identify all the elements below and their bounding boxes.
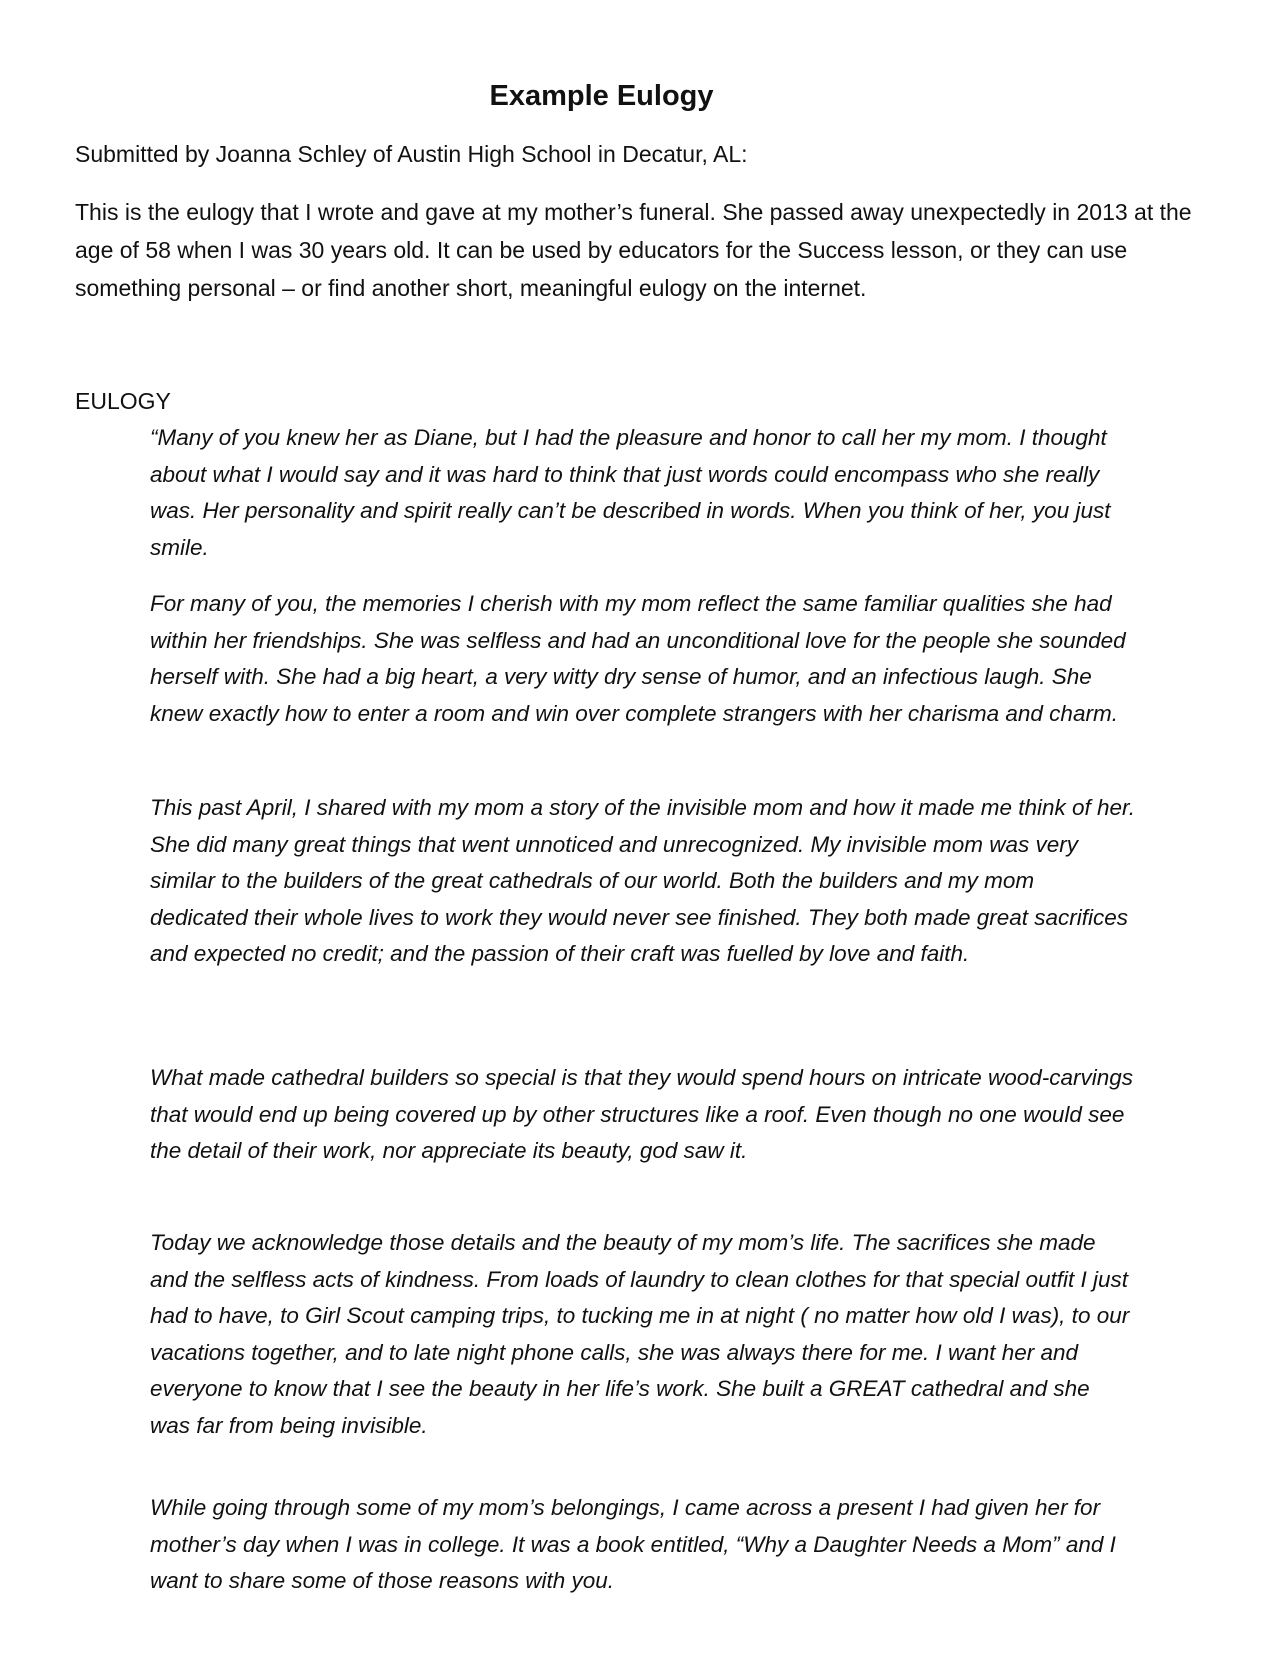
eulogy-paragraph-2: For many of you, the memories I cherish with my mom reflect the same familiar qualities she had within her friendships. She was selfless and had an unconditional love for the people she sounded herself with. She had a big heart, a very witty dry sense of humor, and an infectious laugh. She knew exactly how to enter a room and win over complete strangers with her charisma and charm.: [150, 591, 1126, 726]
eulogy-paragraph-6: While going through some of my mom’s belongings, I came across a present I had given her for mother’s day when I was in college. It was a book entitled, “Why a Daughter Needs a Mom” and I want to share some of those reasons with you.: [150, 1495, 1116, 1593]
eulogy-paragraph-5: Today we acknowledge those details and the beauty of my mom’s life. The sacrifices she made and the selfless acts of kindness. From loads of laundry to clean clothes for that special outfit I just had to have, to Girl Scout camping trips, to tucking me in at night ( no matter how old I was), to our vacations together, and to late night phone calls, she was always there for me. I want her and everyone to know that I see the beauty in her life’s work. She built a GREAT cathedral and she was far from being invisible.: [150, 1230, 1130, 1438]
eulogy-heading: EULOGY: [75, 388, 171, 414]
eulogy-paragraph-3: This past April, I shared with my mom a story of the invisible mom and how it made me think of her. She did many great things that went unnoticed and unrecognized. My invisible mom was very similar to the builders of the great cathedrals of our world. Both the builders and my mom dedicated their whole lives to work they would never see finished. They both made great sacrifices and expected no credit; and the passion of their craft was fuelled by love and faith.: [150, 795, 1135, 966]
eulogy-paragraph-1: “Many of you knew her as Diane, but I had the pleasure and honor to call her my mom. I thought about what I would say and it was hard to think that just words could encompass who she really was. Her personality and spirit really can’t be described in words. When you think of her, you just smile.: [150, 425, 1111, 560]
eulogy-paragraph-4: What made cathedral builders so special is that they would spend hours on intricate wood-carvings that would end up being covered up by other structures like a roof. Even though no one would see the detail of their work, nor appreciate its beauty, god saw it.: [150, 1065, 1134, 1163]
submitted-by-line: Submitted by Joanna Schley of Austin High School in Decatur, AL:: [75, 141, 748, 167]
intro-paragraph: This is the eulogy that I wrote and gave at my mother’s funeral. She passed away unexpectedly in 2013 at the age of 58 when I was 30 years old. It can be used by educators for the Success lesson, or they can use something personal – or find another short, meaningful eulogy on the internet.: [75, 199, 1192, 301]
document-title: Example Eulogy: [489, 80, 714, 112]
